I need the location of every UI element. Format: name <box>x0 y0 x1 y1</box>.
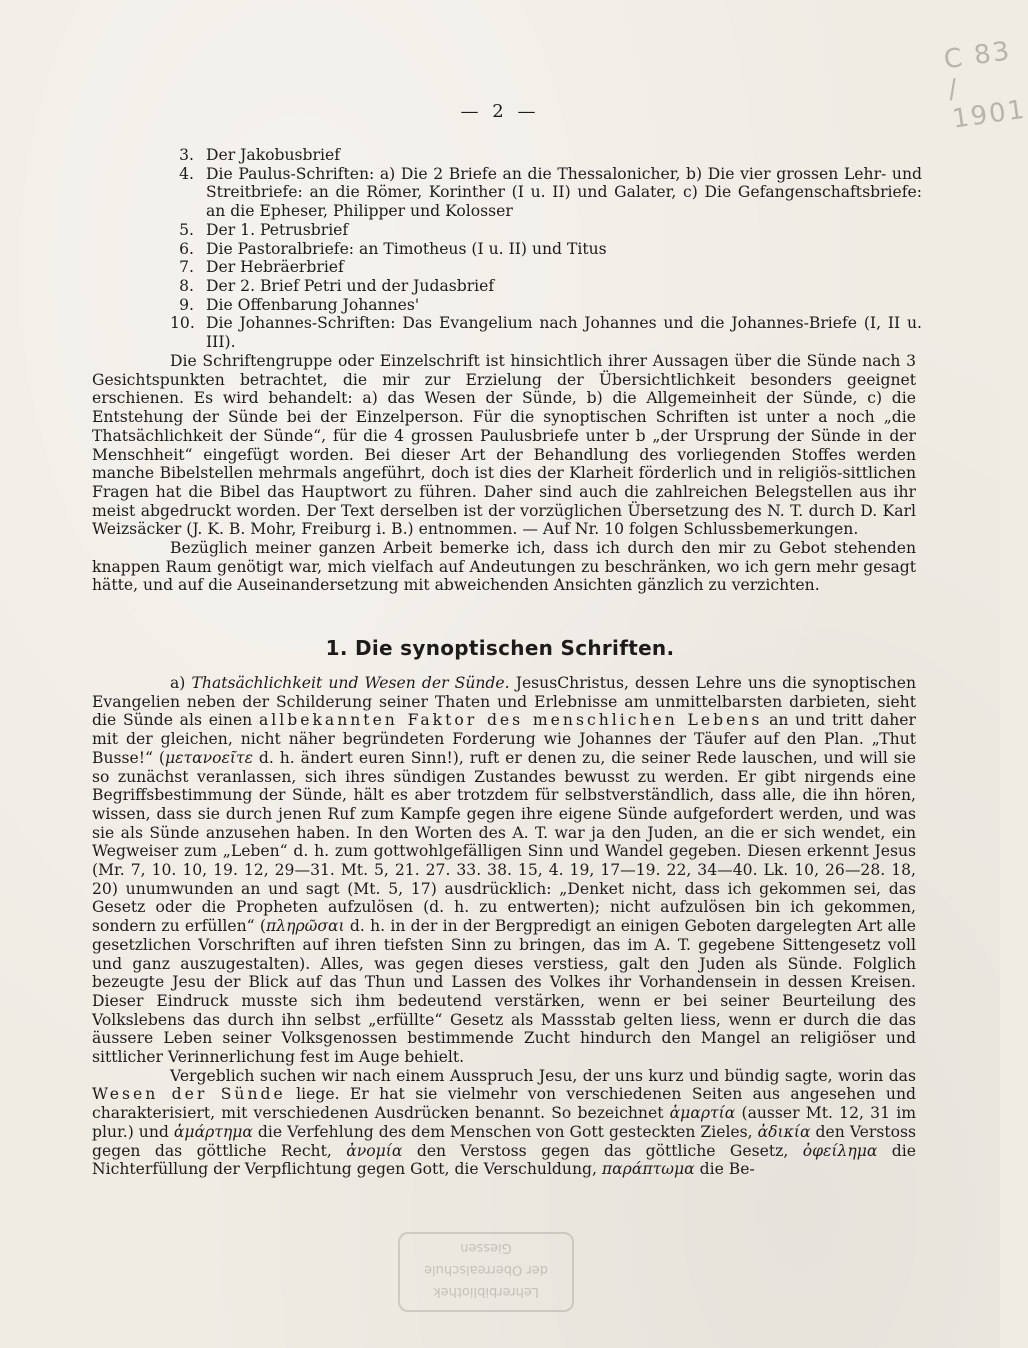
writings-list <box>170 146 922 352</box>
greek-term: ἁμαρτία <box>669 1104 736 1123</box>
list-item: 3. Der Jakobusbrief <box>179 146 340 164</box>
section-a-paragraph-2: Vergeblich suchen wir nach einem Ausspruch Jesu, der uns kurz und bündig sagte, worin das Wesen der Sünde liege. Er hat sie vielmehr von verschiedenen Seiten aus angesehen und charakterisiert, mit verschiedenen Ausdrücken benannt. So bezeichnet ἁμαρτία (ausser Mt. 12, 31 im plur.) und ἁμάρτημα die Verfehlung des dem Menschen von Gott gesteckten Zieles, ἀδικία den Verstoss gegen das göttliche Recht, ἀνομία den Verstoss gegen das göttliche Gesetz, ὀφείλημα die Nichterfüllung der Verpflichtung gegen Gott, die Verschuldung, παράπτωμα die Be- <box>92 1066 917 1179</box>
intro-paragraph: Bezüglich meiner ganzen Arbeit bemerke ich, dass ich durch den mir zu Gebot stehenden knappen Raum genötigt war, mich vielfach auf Andeutungen zu beschränken, wo ich gern mehr gesagt hätte, und auf die Auseinandersetzung mit abweichenden Ansichten gänzlich zu verzichten. <box>92 539 916 595</box>
pencil-annotation: C 83 / 1901 <box>942 36 1028 135</box>
greek-term: μετανοεῖτε <box>164 748 253 767</box>
library-stamp: Lehrerbibliothek der Oberrealschule Giessen <box>398 1232 574 1312</box>
greek-term: ὀφείλημα <box>802 1141 878 1160</box>
greek-term: ἁμάρτημα <box>173 1122 253 1141</box>
section-a-text <box>92 674 916 1179</box>
list-item: 6. Die Pastoralbriefe: an Timotheus (I u. II) und Titus <box>179 239 607 258</box>
list-item: 7. Der Hebräerbrief <box>179 258 344 277</box>
list-item: 5. Der 1. Petrusbrief <box>179 220 349 239</box>
section-heading: 1. Die synoptischen Schriften. <box>325 636 675 660</box>
intro-text <box>92 352 916 595</box>
greek-term: πληρῶσαι <box>266 917 345 936</box>
greek-term: ἀδικία <box>757 1122 811 1141</box>
greek-term: παράπτωμα <box>601 1160 695 1179</box>
intro-paragraph: Die Schriftengruppe oder Einzelschrift ist hinsichtlich ihrer Aussagen über die Sünde nach 3 Gesichtspunkten betrachtet, die mir zur Erzielung der Übersichtlichkeit besonders geeignet erschienen. Es wird behandelt: a) das Wesen der Sünde, b) die Allgemeinheit der Sünde, c) die Entstehung der Sünde bei der Einzelperson. Für die synoptischen Schriften ist unter a noch „die Thatsächlichkeit der Sünde“, für die 4 grossen Paulusbriefe unter b „der Ursprung der Sünde in der Menschheit“ eingefügt worden. Bei dieser Art der Behandlung des vorliegenden Stoffes werden manche Bibelstellen mehrmals angeführt, doch ist dies der Klarheit förderlich und in religiös-sittlichen Fragen hat die Bibel das Hauptwort zu führen. Daher sind auch die zahlreichen Belegstellen aus ihr meist abgedruckt worden. Der Text derselben ist der vorzüglichen Übersetzung des N. T. durch D. Karl Weizsäcker (J. K. B. Mohr, Freiburg i. B.) entnommen. — Auf Nr. 10 folgen Schlussbemerkungen. <box>92 352 916 539</box>
list-item: 10. Die Johannes-Schriften: Das Evangelium nach Johannes und die Johannes-Briefe (I, II u. III). <box>170 314 922 352</box>
list-item: 8. Der 2. Brief Petri und der Judasbrief <box>179 276 495 295</box>
section-a-paragraph-1: a) Thatsächlichkeit und Wesen der Sünde. JesusChristus, dessen Lehre uns die synoptischen Evangelien neben der Schilderung seiner Thaten und Erlebnisse am unmittelbarsten darbieten, sieht die Sünde als einen allbekannten Faktor des menschlichen Lebens an und tritt daher mit der gleichen, nicht näher begründeten Forderung wie Johannes der Täufer auf den Plan. „Thut Busse!“ (μετανοεῖτε d. h. ändert euren Sinn!), ruft er denen zu, die seiner Rede lauschen, und will sie so zunächst veranlassen, sich ihres sündigen Zustandes bewusst zu werden. Er gibt nirgends eine Begriffsbestimmung der Sünde, hält es aber trotzdem für selbstverständlich, dass alle, die ihn hören, wissen, dass sie durch jenen Ruf zum Kampfe gegen ihre eigene Sünde aufgefordert werden, und was sie als Sünde anzusehen haben. In den Worten des A. T. war ja den Juden, an die er sich wendet, ein Wegweiser zum „Leben“ d. h. zum gottwohlgefälligen Sinn und Wandel gegeben. Diesen erkennt Jesus (Mr. 7, 10. 10, 19. 12, 29—31. Mt. 5, 21. 27. 33. 38. 15, 4. 19, 17—19. 22, 34—40. Lk. 10, 26—28. 18, 20) unumwunden an und sagt (Mt. 5, 17) ausdrücklich: „Denket nicht, dass ich gekommen sei, das Gesetz oder die Propheten aufzulösen (d. h. zu entwerten); nicht aufzulösen bin ich gekommen, sondern zu erfüllen“ (πληρῶσαι d. h. in der in der Bergpredigt an einigen Geboten dargelegten Art alle gesetzlichen Vorschriften auf ihren tiefsten Sinn zu bringen, das im A. T. gegebene Sittengesetz voll und ganz auszugestalten). Alles, was gegen dieses verstiess, galt den Juden als Sünde. Folglich bezeugte Jesu der Blick auf das Thun und Lassen des Volkes ihr Vorhandensein in dessen Kreisen. Dieser Eindruck musste sich ihm bedeutend verstärken, wenn er bei seiner Beurteilung des Volkslebens das durch ihn selbst „erfüllte“ Gesetz als Massstab gelten liess, wenn er durch die das äussere Leben seiner Volksgenossen bestimmende Zucht hindurch den Mangel an religiöser und sittlicher Verinnerlichung fest im Auge behielt. <box>92 674 916 1067</box>
list-item: 9. Die Offenbarung Johannes' <box>179 295 420 314</box>
section-a-subtitle: Thatsächlichkeit und Wesen der Sünde. <box>191 674 510 692</box>
greek-term: ἀνομία <box>346 1141 403 1160</box>
list-item: 4. Die Paulus-Schriften: a) Die 2 Briefe an die Thessalonicher, b) Die vier grossen Lehr- und Streitbriefe: an die Römer, Korinther (I u. II) und Galater, c) Die Gefangenschaftsbriefe: an die Epheser, Philipper und Kolosser <box>179 164 922 221</box>
page-number: — 2 — <box>460 101 540 122</box>
